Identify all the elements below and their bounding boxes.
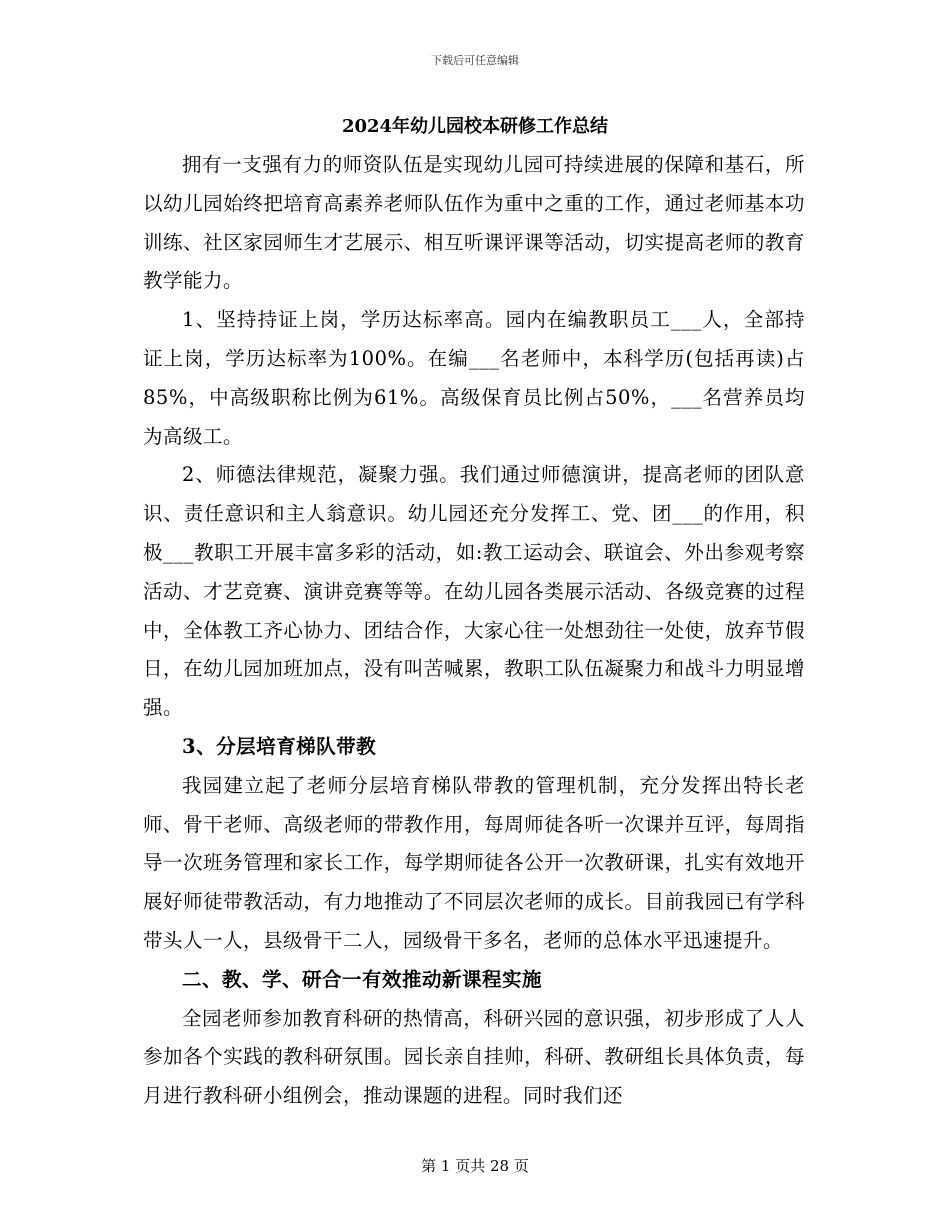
document-title: 2024年幼儿园校本研修工作总结 <box>341 116 609 137</box>
page-number-footer: 第 1 页共 28 页 <box>421 1157 529 1175</box>
section-heading-tiered-training: 3、分层培育梯队带教 <box>182 734 377 758</box>
paragraph-intro: 拥有一支强有力的师资队伍是实现幼儿园可持续进展的保障和基石，所以幼儿园始终把培育高素养老师队伍作为重中之重的工作，通过老师基本功训练、社区家园师生才艺展示、相互听课评课等活动，切实提高老师的教育教学能力。 <box>143 153 805 293</box>
document-body <box>143 146 805 1116</box>
section-heading-curriculum: 二、教、学、研合一有效推动新课程实施 <box>182 967 543 991</box>
paragraph-certification: 1、坚持持证上岗，学历达标率高。园内在编教职员工___人，全部持证上岗，学历达标率为100%。在编___名老师中，本科学历(包括再读)占85%，中高级职称比例为61%。高级保育员比例占50%，___名营养员均为高级工。 <box>143 308 805 448</box>
page-header-note: 下载后可任意编辑 <box>431 54 519 67</box>
paragraph-research: 全园老师参加教育科研的热情高，科研兴园的意识强，初步形成了人人参加各个实践的教科研氛围。园长亲自挂帅，科研、教研组长具体负责，每月进行教科研小组例会，推动课题的进程。同时我们还 <box>143 1006 805 1108</box>
paragraph-ethics: 2、师德法律规范，凝聚力强。我们通过师德演讲，提高老师的团队意识、责任意识和主人翁意识。幼儿园还充分发挥工、党、团___的作用，积极___教职工开展丰富多彩的活动，如:教工运动会、联谊会、外出参观考察活动、才艺竞赛、演讲竞赛等等。在幼儿园各类展示活动、各级竞赛的过程中，全体教工齐心协力、团结合作，大家心往一处想劲往一处使，放弃节假日，在幼儿园加班加点，没有叫苦喊累，教职工队伍凝聚力和战斗力明显增强。 <box>143 463 805 720</box>
paragraph-mentoring: 我园建立起了老师分层培育梯队带教的管理机制，充分发挥出特长老师、骨干老师、高级老师的带教作用，每周师徒各听一次课并互评，每周指导一次班务管理和家长工作，每学期师徒各公开一次教研课，扎实有效地开展好师徒带教活动，有力地推动了不同层次老师的成长。目前我园已有学科带头人一人，县级骨干二人，园级骨干多名，老师的总体水平迅速提升。 <box>143 773 805 952</box>
